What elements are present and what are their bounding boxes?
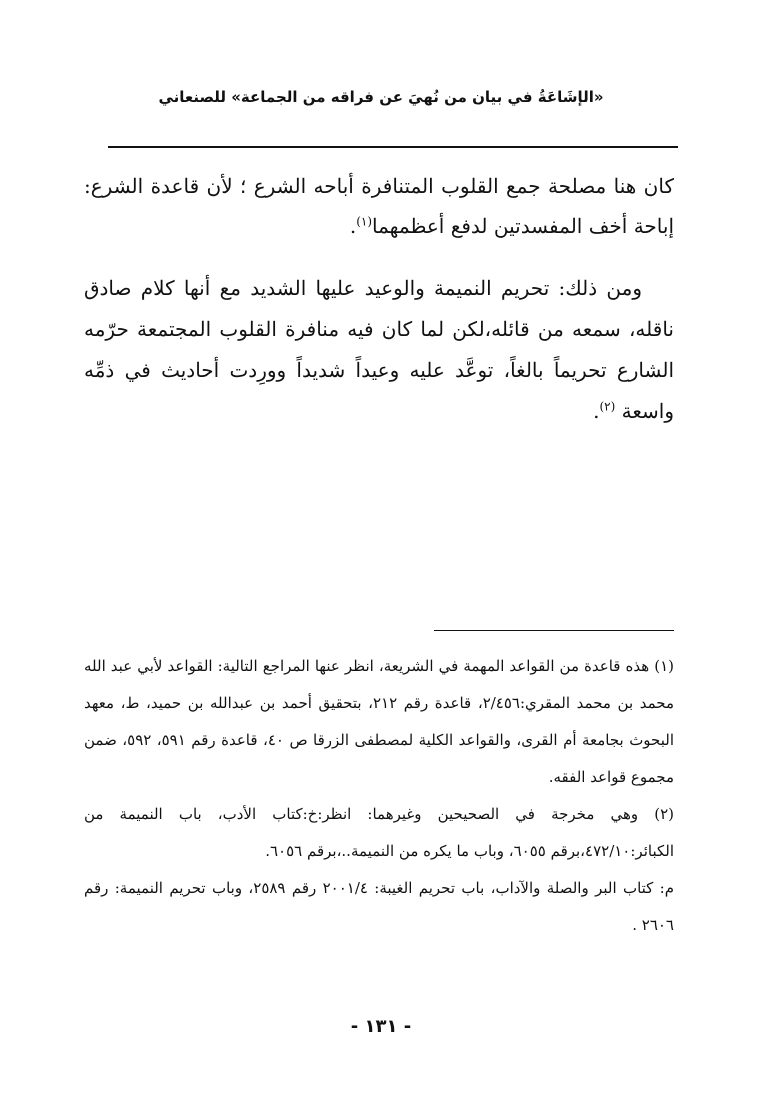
footnote-2: (٢) وهي مخرجة في الصحيحين وغيرهما: انظر:خ:كتاب الأدب، باب النميمة من الكبائر:٤٧٢/١٠،برقم ٦٠٥٥، وباب ما يكره من النميمة..،برقم ٦٠٥٦.: [84, 805, 674, 860]
page-number: - ١٣١ -: [350, 1016, 412, 1037]
paragraph-2-end: .: [593, 399, 600, 423]
paragraph-2-text: ومن ذلك: تحريم النميمة والوعيد عليها الشديد مع أنها كلام صادق ناقله، سمعه من قائله،لكن لما كان فيه منافرة القلوب المجتمعة حرّمه الشارع تحريماً بالغاً، توعَّد عليه وعيداً شديداً وورِدت أحاديث في ذمِّه واسعة: [84, 276, 674, 423]
running-header: «الإشَاعَةُ في بيان من نُهيَ عن فراقه من الجماعة» للصنعاني: [158, 88, 604, 106]
paragraph-1-end: .: [349, 214, 357, 238]
footnote-ref-2: (٢): [599, 399, 616, 414]
header-divider: [108, 146, 678, 148]
footnotes: [84, 648, 674, 944]
footnote-1: (١) هذه قاعدة من القواعد المهمة في الشريعة، انظر عنها المراجع التالية: القواعد لأبي عبد الله محمد بن محمد المقري:٢/٤٥٦، قاعدة رقم ٢١٢، بتحقيق أحمد بن عبدالله بن حميد، ط، معهد البحوث بجامعة أم القرى، والقواعد الكلية لمصطفى الزرقا ص ٤٠، قاعدة رقم ٥٩١، ٥٩٢، ضمن مجموع قواعد الفقه.: [84, 657, 675, 786]
paragraph-2: [84, 268, 674, 432]
footnote-divider: [434, 630, 674, 631]
paragraph-1-text: كان هنا مصلحة جمع القلوب المتنافرة أباحه الشرع ؛ لأن قاعدة الشرع: إباحة أخف المفسدتين لدفع أعظمهما: [84, 174, 674, 238]
paragraph-1: [84, 166, 674, 246]
footnote-2-continued: م: كتاب البر والصلة والآداب، باب تحريم الغيبة: ٢٠٠١/٤ رقم ٢٥٨٩، وباب تحريم النميمة: رقم ٢٦٠٦ .: [84, 879, 674, 934]
footnote-ref-1: (١): [356, 214, 373, 229]
